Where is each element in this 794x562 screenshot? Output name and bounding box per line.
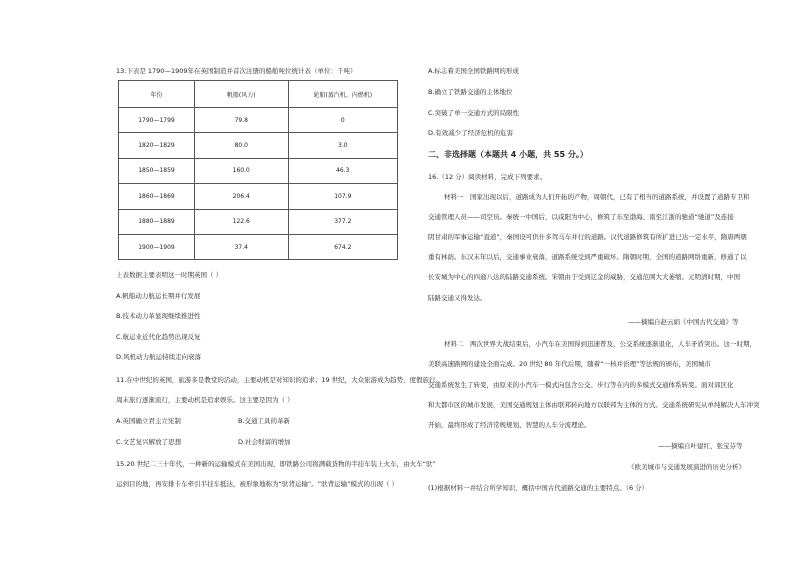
q13-title: 13.下表是 1790—1909年在英国制造并首次注册的船舶吨位统计表（单位：千吨） (116, 67, 357, 75)
table-cell: 1860—1869 (119, 184, 195, 209)
q14-option-a[interactable]: A.英国确立君主立宪制 (116, 417, 181, 425)
table-row (119, 108, 398, 133)
q14-option-d[interactable]: D.社会财富的增加 (238, 438, 291, 446)
table-row (119, 209, 398, 234)
material-2-line: 美联高速路网的建设全面完成。20 世纪 80 年代后期，随着“一核并治理”等法规的颁布，美国城市 (428, 360, 711, 368)
table-cell: 1790—1799 (119, 108, 195, 133)
table-cell: 1880—1889 (119, 209, 195, 234)
q16-intro: 16.（12 分）阅读材料，完成下列要求。 (428, 173, 547, 181)
q15-line-2: 运到目的地，再安排卡车牵引半挂车抵达，被形象地称为“驮背运输”。“驮背运输”模式的出现（ ） (116, 480, 399, 488)
table-cell: 46.3 (288, 158, 397, 183)
table-cell: 122.6 (194, 209, 288, 234)
q13-stem: 上表数据主要表明这一时期英国（ ） (116, 271, 223, 279)
section-2-title: 二、非选择题（本题共 4 小题，共 55 分。） (428, 150, 588, 159)
material-1-line: 交通管理人员——司空员。秦统一中国后，以咸阳为中心，修筑了东至渤海、南至江浙的驰道“驰道”及连接 (428, 213, 734, 221)
table-cell: 206.4 (194, 184, 288, 209)
table-cell: 377.2 (288, 209, 397, 234)
table-row (119, 184, 398, 209)
material-2-book: 《欧美城市与交通发展演进的历史分析》 (628, 463, 745, 471)
table-cell: 674.2 (288, 234, 397, 259)
table-cell: 1820—1829 (119, 133, 195, 158)
table-header-steam: 轮船(蒸汽机、内燃机) (288, 81, 397, 108)
material-1-line: 阴甘肃的军事运输“直道”，秦国设可供什多驾马车并行的道路。汉代道路修筑有所扩进已达一定水平，隋唐两朝 (428, 233, 747, 241)
table-cell: 107.9 (288, 184, 397, 209)
table-cell: 1850—1859 (119, 158, 195, 183)
material-1-source: ——摘编自赵云娟《中国古代交通》等 (628, 318, 739, 326)
q13-option-c[interactable]: C.航运业近代化趋势出现反复 (116, 333, 201, 341)
table-cell: 160.0 (194, 158, 288, 183)
table-cell: 0 (288, 108, 397, 133)
material-2-line: 开始，最终形成了经济常规规划、智慧的人车分流理论。 (428, 421, 591, 429)
q14-option-c[interactable]: C.文艺复兴解放了思想 (116, 438, 182, 446)
table-row (119, 133, 398, 158)
q15-option-d[interactable]: D.有效减少了经济危机的危害 (428, 129, 514, 137)
q15-option-c[interactable]: C.突破了单一交通方式的局限性 (428, 109, 520, 117)
material-2-source: ——摘编自叶建红、张宝芬等 (658, 442, 743, 450)
table-cell: 3.0 (288, 133, 397, 158)
q16-question-1: (1)根据材料一并结合所学知识，概括中国古代道路交通的主要特点。（6 分） (428, 484, 649, 492)
table-header-row (119, 81, 398, 108)
q14-option-b[interactable]: B.交通工具的革新 (238, 417, 291, 425)
tonnage-table (118, 80, 398, 260)
q15-option-b[interactable]: B.确立了铁路交通的主体地位 (428, 88, 513, 96)
q13-option-d[interactable]: D.风机动力航运持续走向衰落 (116, 353, 202, 361)
table-cell: 1900—1909 (119, 234, 195, 259)
table-header-sail: 帆船(风力) (194, 81, 288, 108)
table-cell: 79.8 (194, 108, 288, 133)
material-1-line: 材料一 国家出现以后，道路成为人们开拓的产物，周朝代，已有了相当的道路系统，并设置了道路专卫和 (444, 193, 750, 201)
material-2-line: 和大都市区的城市发展，美国交通规划主体由联邦转向地方以联邦为主体的方式。交通系统研究从单纯解决人车冲突 (428, 401, 760, 409)
material-2-line: 材料二 两次世界大战结束后，小汽车在美国得到迅速普及，公交系统逐渐退化，人车矛盾突出。这一时期， (444, 340, 756, 348)
table-row (119, 158, 398, 183)
q14-line-2: 周末旅行逐渐流行，主要动机是追求娱乐。这主要是因为（ ） (116, 396, 294, 404)
q15-line-1: 15.20 世纪二三十年代，一种新的运输模式在美国出现，即铁路公司将满载货物的半挂车装上火车，由火车“驮” (116, 460, 436, 468)
material-1-line: 长安城为中心的四通八达的陆路交通系统。宋朝由于受到辽金的威胁，交通范围大大萎缩。元明清时期，中国 (428, 273, 740, 281)
table-cell: 37.4 (194, 234, 288, 259)
table-cell: 80.0 (194, 133, 288, 158)
q15-option-a[interactable]: A.标志着美国全国铁路网的形成 (428, 67, 519, 75)
q14-line-1: 11.在中世纪的英国，旅游多是教堂的活动，主要动机是对知识的追求；19 世纪，大众旅游成为趋势，度假旅行、 (116, 376, 443, 384)
q13-option-a[interactable]: A.帆船动力航运长期并行发展 (116, 292, 201, 300)
material-1-line: 重有林荫。东汉末年以后，交通事业衰落，道路系统受到严重破坏。隋朝时期，全国的道路网络重新，修通了以 (428, 253, 747, 261)
table-header-year: 年份 (119, 81, 195, 108)
table-row (119, 234, 398, 259)
q13-option-b[interactable]: B.技术动力革显现继续推进性 (116, 312, 201, 320)
material-2-line: 交通系统发生了转变，由原来的小汽车一模式向包含公交、步行等在内的多模式交通体系转变。面对郊区化 (428, 381, 734, 389)
material-1-line: 陆路交通又得发达。 (428, 294, 487, 302)
